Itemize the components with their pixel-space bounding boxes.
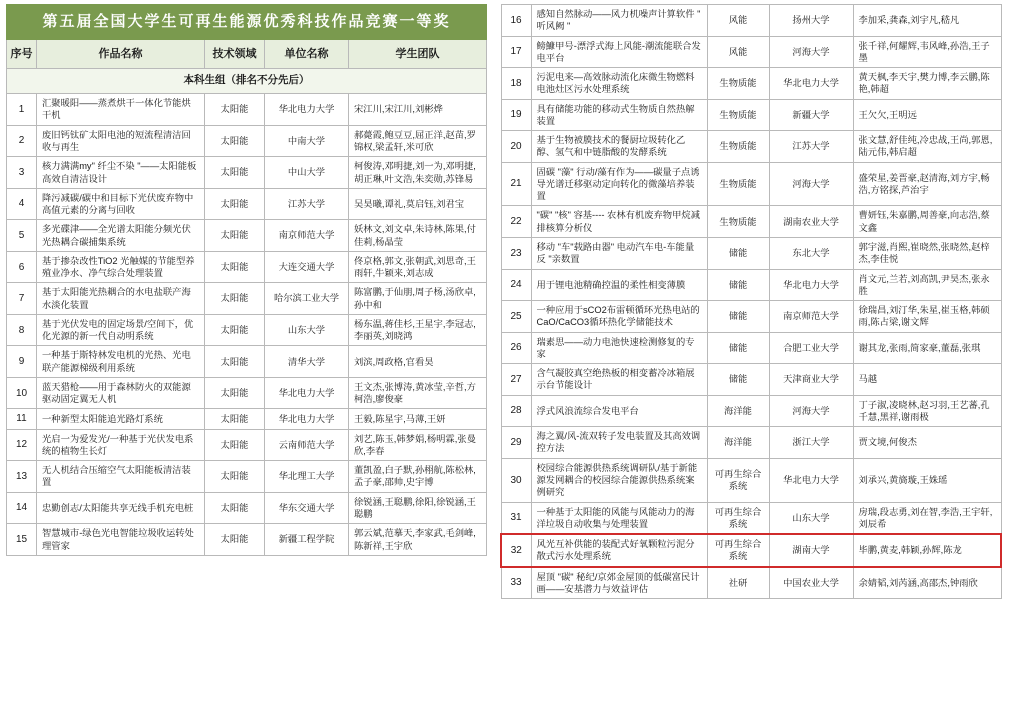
row-unit: 华北电力大学 xyxy=(769,458,853,502)
row-unit: 华北电力大学 xyxy=(769,269,853,301)
row-name: 一种基于太阳能的风能与风能动力的海洋垃圾自动收集与处理装置 xyxy=(531,502,707,534)
row-team: 妖林文,刘文卓,朱诗林,陈果,付佳莉,杨晶莹 xyxy=(349,220,487,252)
row-field: 生物质能 xyxy=(707,68,769,100)
table-row xyxy=(501,206,1001,238)
row-name: 忠勤创志/太阳能共享无线手机充电桩 xyxy=(37,492,205,524)
row-team: 刘承兴,黄旖璇,王姝瑶 xyxy=(853,458,1001,502)
row-field: 储能 xyxy=(707,237,769,269)
row-no: 1 xyxy=(7,94,37,126)
row-no: 19 xyxy=(501,99,531,131)
row-team: 余婧韬,刘芮涵,高邵杰,钟雨欣 xyxy=(853,567,1001,599)
row-field: 社研 xyxy=(707,567,769,599)
table-header-row xyxy=(7,39,487,69)
row-name: 污泥电来—高效脉动流化床微生物燃料电池灶区污水处理系统 xyxy=(531,68,707,100)
row-no: 26 xyxy=(501,332,531,364)
award-table-right xyxy=(500,4,1002,599)
row-name: 海之翼/风-流双转子发电装置及其高效调控方法 xyxy=(531,427,707,459)
row-name: 鳑鱇甲号-漂浮式海上风能-潮流能联合发电平台 xyxy=(531,36,707,68)
row-field: 太阳能 xyxy=(205,524,265,556)
row-name: 一种基于斯特林发电机的光热、光电联产能源梯级利用系统 xyxy=(37,346,205,378)
row-name: 汇聚暖阳——蒸煮烘干一体化节能烘干机 xyxy=(37,94,205,126)
row-name: 一种应用于sCO2布雷顿循环光热电站的CaO/CaCO3循环热化学储能技术 xyxy=(531,301,707,333)
table-row xyxy=(7,377,487,409)
row-field: 太阳能 xyxy=(205,492,265,524)
row-name: 基于太阳能光热耦合的水电盐联产海水淡化装置 xyxy=(37,283,205,315)
row-field: 可再生综合系统 xyxy=(707,534,769,567)
row-unit: 天津商业大学 xyxy=(769,364,853,396)
row-unit: 河海大学 xyxy=(769,162,853,206)
row-unit: 东北大学 xyxy=(769,237,853,269)
row-no: 11 xyxy=(7,409,37,429)
row-name: 降污减碳/碳中和目标下光伏废弃物中高值元素的分离与回收 xyxy=(37,188,205,220)
left-column xyxy=(6,4,486,707)
row-name: 废旧钙钛矿太阳电池的短流程清洁回收与再生 xyxy=(37,125,205,157)
right-column xyxy=(500,4,1000,707)
table-row xyxy=(501,364,1001,396)
row-name: 核力满满my" 纤尘不染 "——太阳能板高效自清洁设计 xyxy=(37,157,205,189)
row-field: 太阳能 xyxy=(205,461,265,493)
row-unit: 中山大学 xyxy=(265,157,349,189)
table-row xyxy=(7,220,487,252)
row-field: 储能 xyxy=(707,269,769,301)
table-row xyxy=(501,427,1001,459)
row-no: 14 xyxy=(7,492,37,524)
header-name: 作品名称 xyxy=(37,39,205,69)
row-unit: 华北理工大学 xyxy=(265,461,349,493)
table-row xyxy=(501,332,1001,364)
row-team: 佟京格,郭文,张朝武,刘思奇,王雨轩,牛颖来,刘志成 xyxy=(349,251,487,283)
row-unit: 中南大学 xyxy=(265,125,349,157)
row-team: 房瑞,段志勇,刘在智,李浩,王宇轩,刘辰希 xyxy=(853,502,1001,534)
row-team: 吴昊曦,谭礼,莫启钰,刘君宝 xyxy=(349,188,487,220)
row-no: 9 xyxy=(7,346,37,378)
table-row xyxy=(501,36,1001,68)
row-field: 太阳能 xyxy=(205,251,265,283)
row-no: 3 xyxy=(7,157,37,189)
row-no: 30 xyxy=(501,458,531,502)
table-row xyxy=(501,68,1001,100)
row-field: 储能 xyxy=(707,332,769,364)
row-field: 储能 xyxy=(707,301,769,333)
table-row xyxy=(501,269,1001,301)
row-team: 张文慧,舒佳纯,冷忠战,王尚,郭恩,陆元伟,韩启超 xyxy=(853,131,1001,163)
table-row xyxy=(7,157,487,189)
row-field: 太阳能 xyxy=(205,429,265,461)
header-team: 学生团队 xyxy=(349,39,487,69)
row-field: 生物质能 xyxy=(707,99,769,131)
group-header-row xyxy=(7,69,487,94)
row-team: 张千祥,何耀辉,韦风峰,孙浩,王子墨 xyxy=(853,36,1001,68)
table-row xyxy=(7,492,487,524)
row-unit: 中国农业大学 xyxy=(769,567,853,599)
row-no: 25 xyxy=(501,301,531,333)
row-field: 风能 xyxy=(707,5,769,37)
row-unit: 大连交通大学 xyxy=(265,251,349,283)
row-unit: 南京师范大学 xyxy=(769,301,853,333)
row-no: 16 xyxy=(501,5,531,37)
row-field: 生物质能 xyxy=(707,131,769,163)
row-team: 王文杰,张博涛,黄冰莹,辛哲,方柯浩,廖俊豪 xyxy=(349,377,487,409)
row-team: 贾文境,何俊杰 xyxy=(853,427,1001,459)
row-no: 5 xyxy=(7,220,37,252)
row-unit: 山东大学 xyxy=(265,314,349,346)
row-no: 31 xyxy=(501,502,531,534)
row-name: 固碳 "藻" 行动/藻有作为——碳量子点诱导光谱迁移驱动定向转化的微藻培养装置 xyxy=(531,162,707,206)
row-name: 无人机结合压缩空气太阳能板清洁装置 xyxy=(37,461,205,493)
row-unit: 浙江大学 xyxy=(769,427,853,459)
row-name: 具有储能功能的移动式生物质自然热解装置 xyxy=(531,99,707,131)
table-row xyxy=(7,251,487,283)
row-unit: 扬州大学 xyxy=(769,5,853,37)
table-row xyxy=(501,301,1001,333)
table-row xyxy=(501,162,1001,206)
row-team: 王毅,陈星宇,马薄,王妍 xyxy=(349,409,487,429)
row-field: 可再生综合系统 xyxy=(707,502,769,534)
page-title: 第五届全国大学生可再生能源优秀科技作品竞赛一等奖 xyxy=(7,5,487,40)
row-no: 32 xyxy=(501,534,531,567)
row-team: 郭云斌,范摹天,李家武,毛剑峰,陈新祥,王宇欣 xyxy=(349,524,487,556)
table-row xyxy=(7,125,487,157)
row-no: 4 xyxy=(7,188,37,220)
row-no: 22 xyxy=(501,206,531,238)
row-field: 生物质能 xyxy=(707,206,769,238)
row-field: 太阳能 xyxy=(205,377,265,409)
row-field: 海洋能 xyxy=(707,427,769,459)
award-table-left xyxy=(6,4,487,556)
row-no: 7 xyxy=(7,283,37,315)
row-unit: 山东大学 xyxy=(769,502,853,534)
row-team: 陈富鹏,于仙朋,周子杨,汤欣卓,孙中和 xyxy=(349,283,487,315)
row-unit: 江苏大学 xyxy=(769,131,853,163)
row-no: 21 xyxy=(501,162,531,206)
row-field: 储能 xyxy=(707,364,769,396)
row-team: 宋江川,宋江川,刘彬烨 xyxy=(349,94,487,126)
row-field: 太阳能 xyxy=(205,157,265,189)
row-team: 李加采,龚森,刘宇凡,嵇凡 xyxy=(853,5,1001,37)
table-row xyxy=(501,5,1001,37)
header-no: 序号 xyxy=(7,39,37,69)
table-row xyxy=(501,395,1001,427)
row-team: 黄天枫,李天宇,樊力博,李云鹏,陈艳,韩超 xyxy=(853,68,1001,100)
row-no: 8 xyxy=(7,314,37,346)
row-unit: 江苏大学 xyxy=(265,188,349,220)
row-name: 一种新型太阳能追光路灯系统 xyxy=(37,409,205,429)
row-unit: 新疆大学 xyxy=(769,99,853,131)
table-row xyxy=(7,346,487,378)
row-team: 马越 xyxy=(853,364,1001,396)
row-team: 郭宇滋,肖熙,崔晓然,张晓然,赵梓杰,李佳悦 xyxy=(853,237,1001,269)
header-field: 技术领域 xyxy=(205,39,265,69)
row-team: 徐瑞昌,刘汀华,朱星,崔玉格,韩硕雨,陈占梁,谢文辉 xyxy=(853,301,1001,333)
table-row xyxy=(501,458,1001,502)
row-unit: 云南师范大学 xyxy=(265,429,349,461)
row-no: 28 xyxy=(501,395,531,427)
row-team: 毕鹏,黄麦,韩颖,孙辉,陈龙 xyxy=(853,534,1001,567)
row-no: 2 xyxy=(7,125,37,157)
row-no: 15 xyxy=(7,524,37,556)
row-field: 太阳能 xyxy=(205,314,265,346)
row-field: 太阳能 xyxy=(205,409,265,429)
row-team: 丁子淑,凌晓林,赵习羽,王艺蕃,孔千慧,黑祥,谢雨极 xyxy=(853,395,1001,427)
row-team: 徐锐涵,王聪鹏,徐阳,徐锐涵,王聪鹏 xyxy=(349,492,487,524)
row-field: 太阳能 xyxy=(205,346,265,378)
row-unit: 华北电力大学 xyxy=(769,68,853,100)
table-row xyxy=(501,502,1001,534)
row-name: 智慧城市-绿色光电智能垃圾收运转处理管家 xyxy=(37,524,205,556)
table-row xyxy=(7,429,487,461)
group-label: 本科生组（排名不分先后） xyxy=(7,69,487,94)
document-title-row xyxy=(7,5,487,40)
row-unit: 新疆工程学院 xyxy=(265,524,349,556)
row-name: 风光互补供能的装配式好氧颗粒污泥分散式污水处理系统 xyxy=(531,534,707,567)
row-field: 太阳能 xyxy=(205,283,265,315)
row-name: 基于掺杂改性TiO2 光触媒的节能型养殖业净水、净气综合处理装置 xyxy=(37,251,205,283)
table-row xyxy=(7,283,487,315)
row-name: 基于生物被膜技术的餐厨垃圾转化乙醇、氢气和中链脂酸的发酵系统 xyxy=(531,131,707,163)
row-unit: 湖南农业大学 xyxy=(769,206,853,238)
row-no: 6 xyxy=(7,251,37,283)
row-field: 生物质能 xyxy=(707,162,769,206)
row-unit: 合肥工业大学 xyxy=(769,332,853,364)
row-name: 基于光伏发电的固定场景/空间下，优化光源的新一代自动明系统 xyxy=(37,314,205,346)
row-unit: 湖南大学 xyxy=(769,534,853,567)
row-team: 王欠欠,王明远 xyxy=(853,99,1001,131)
row-team: 柯俊涛,邓明捷,刘一为,邓明捷,胡正琳,叶文浩,朱奕勋,苏锋易 xyxy=(349,157,487,189)
row-field: 太阳能 xyxy=(205,220,265,252)
table-row xyxy=(501,131,1001,163)
row-field: 太阳能 xyxy=(205,94,265,126)
row-unit: 河海大学 xyxy=(769,36,853,68)
row-unit: 华东交通大学 xyxy=(265,492,349,524)
row-name: 浮式风浪流综合发电平台 xyxy=(531,395,707,427)
row-name: 屋顶 "碳" 秘纪/京郊金屋顶的低碳富民计画——安基潜力与效益评估 xyxy=(531,567,707,599)
row-unit: 华北电力大学 xyxy=(265,409,349,429)
row-name: 多光碟津——全光谱太阳能分频光伏光热耦合碳捕集系统 xyxy=(37,220,205,252)
row-no: 13 xyxy=(7,461,37,493)
row-team: 刘滨,周政格,官看昊 xyxy=(349,346,487,378)
row-no: 17 xyxy=(501,36,531,68)
row-name: 含气凝胶真空绝热板的相变蓄冷冰箱展示台节能设计 xyxy=(531,364,707,396)
row-team: 谢其龙,张雨,简家豪,董磊,张琪 xyxy=(853,332,1001,364)
row-field: 太阳能 xyxy=(205,188,265,220)
row-name: 用于锂电池精确控温的柔性相变薄膜 xyxy=(531,269,707,301)
row-team: 董凯盈,白子默,孙栩航,陈松林,孟子豪,邵帅,史宇博 xyxy=(349,461,487,493)
row-team: 刘艺,陈玉,韩梦娟,杨明霖,张曼欣,李春 xyxy=(349,429,487,461)
row-no: 27 xyxy=(501,364,531,396)
row-no: 20 xyxy=(501,131,531,163)
row-unit: 华北电力大学 xyxy=(265,94,349,126)
table-row xyxy=(7,409,487,429)
row-team: 杨东温,蒋佳杉,王星宇,李冠志,李丽英,刘晓鸿 xyxy=(349,314,487,346)
row-name: 光启一为爱发光/一种基于光伏发电系统的植物生长灯 xyxy=(37,429,205,461)
row-no: 33 xyxy=(501,567,531,599)
table-row xyxy=(7,461,487,493)
row-unit: 清华大学 xyxy=(265,346,349,378)
row-no: 24 xyxy=(501,269,531,301)
row-field: 太阳能 xyxy=(205,125,265,157)
row-name: "碳" "核" 容基---- 农林有机废弃物甲烷减排核算分析仪 xyxy=(531,206,707,238)
row-unit: 河海大学 xyxy=(769,395,853,427)
row-team: 肖文元,兰若,刘高凯,尹昊杰,张永胜 xyxy=(853,269,1001,301)
table-row xyxy=(501,99,1001,131)
table-row xyxy=(7,524,487,556)
row-no: 18 xyxy=(501,68,531,100)
row-team: 盛荣星,姜晋豪,赵清海,刘方宇,畅浩,方铭探,芦治宇 xyxy=(853,162,1001,206)
row-field: 海洋能 xyxy=(707,395,769,427)
table-row xyxy=(501,237,1001,269)
row-field: 风能 xyxy=(707,36,769,68)
table-row xyxy=(7,94,487,126)
row-no: 12 xyxy=(7,429,37,461)
row-team: 曹妍钰,朱嘉鹏,周善豪,向志浩,蔡文鑫 xyxy=(853,206,1001,238)
row-team: 郝薨霞,鲍豆豆,屈正洋,赵苗,罗锦权,梁孟轩,米可欣 xyxy=(349,125,487,157)
row-unit: 南京师范大学 xyxy=(265,220,349,252)
row-unit: 华北电力大学 xyxy=(265,377,349,409)
row-name: 移动 "车"载路由器" 电动汽车电-车能量反 "亲数置 xyxy=(531,237,707,269)
table-row xyxy=(501,567,1001,599)
row-unit: 哈尔滨工业大学 xyxy=(265,283,349,315)
row-no: 23 xyxy=(501,237,531,269)
row-name: 蓝天猎枪——用于森林防火的双能源驱动固定翼无人机 xyxy=(37,377,205,409)
row-name: 瑞素思——动力电池快速检测修复的专家 xyxy=(531,332,707,364)
row-name: 校园综合能源供热系统调研队/基于新能源发网耦合的校园综合能源供热系统案例研究 xyxy=(531,458,707,502)
table-row xyxy=(7,314,487,346)
row-field: 可再生综合系统 xyxy=(707,458,769,502)
table-row-highlighted xyxy=(501,534,1001,567)
header-unit: 单位名称 xyxy=(265,39,349,69)
row-no: 29 xyxy=(501,427,531,459)
row-name: 感知自然脉动——风力机噪声计算软件 " 听风阙 " xyxy=(531,5,707,37)
row-no: 10 xyxy=(7,377,37,409)
table-row xyxy=(7,188,487,220)
